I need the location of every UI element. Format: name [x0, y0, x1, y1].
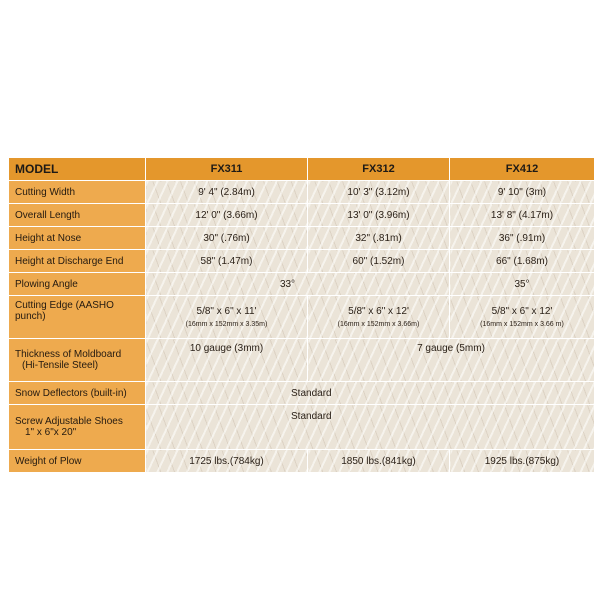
cell-value: 10 gauge (3mm) [146, 339, 308, 382]
row-label-line1: Screw Adjustable Shoes [15, 416, 123, 427]
cutting-edge-size: 5/8" x 6" x 12' [348, 306, 409, 317]
row-label: Weight of Plow [9, 450, 146, 473]
cell-value: 66" (1.68m) [450, 250, 595, 273]
row-label: Height at Discharge End [9, 250, 146, 273]
table-row [9, 296, 595, 339]
cell-value: 58" (1.47m) [146, 250, 308, 273]
table-row [9, 382, 595, 405]
cell-value: 9' 10" (3m) [450, 181, 595, 204]
cell-value: 1925 lbs.(875kg) [450, 450, 595, 473]
row-label [9, 405, 146, 450]
cell-value: 60" (1.52m) [308, 250, 450, 273]
cell-value [146, 405, 595, 450]
cutting-edge-metric: (16mm x 152mm x 3.66 m) [480, 321, 564, 328]
row-label-line2: (Hi-Tensile Steel) [22, 360, 99, 371]
cell-value: 12' 0" (3.66m) [146, 204, 308, 227]
table-row [9, 181, 595, 204]
table-row [9, 405, 595, 450]
cutting-edge-metric: (16mm x 152mm x 3.66m) [337, 321, 420, 328]
spec-table [8, 157, 595, 473]
cell-value: 32" (.81m) [308, 227, 450, 250]
table-row [9, 250, 595, 273]
cell-value: 9' 4" (2.84m) [146, 181, 308, 204]
cell-value [146, 382, 595, 405]
row-label: Cutting Edge (AASHO punch) [9, 296, 146, 339]
cell-value: 1725 lbs.(784kg) [146, 450, 308, 473]
cell-value: 1850 lbs.(841kg) [308, 450, 450, 473]
snow-deflectors-value: Standard [291, 387, 332, 399]
header-row [9, 158, 595, 181]
cell-value: 13' 0" (3.96m) [308, 204, 450, 227]
model-fx412-header: FX412 [450, 158, 595, 181]
cell-value: 36" (.91m) [450, 227, 595, 250]
cell-value: 13' 8" (4.17m) [450, 204, 595, 227]
model-fx312-header: FX312 [308, 158, 450, 181]
row-label: Height at Nose [9, 227, 146, 250]
row-label: Snow Deflectors (built-in) [9, 382, 146, 405]
cell-value: 30" (.76m) [146, 227, 308, 250]
cell-value [308, 296, 450, 339]
row-label [9, 339, 146, 382]
table-row [9, 450, 595, 473]
cell-value [450, 296, 595, 339]
screw-shoes-value: Standard [291, 411, 332, 422]
cell-value [146, 296, 308, 339]
cutting-edge-metric: (16mm x 152mm x 3.35m) [185, 321, 268, 328]
table-row [9, 273, 595, 296]
table-row [9, 339, 595, 382]
cell-value: 7 gauge (5mm) [308, 339, 595, 382]
cell-value [146, 273, 450, 296]
row-label: Cutting Width [9, 181, 146, 204]
cutting-edge-size: 5/8" x 6" x 12' [491, 306, 553, 317]
table-row [9, 227, 595, 250]
model-fx311-header: FX311 [146, 158, 308, 181]
row-label-line1: Thickness of Moldboard [15, 349, 122, 360]
cell-value: 35° [450, 273, 595, 296]
plowing-angle-fx311-fx312: 33° [279, 278, 296, 290]
table-row [9, 204, 595, 227]
cell-value: 10' 3" (3.12m) [308, 181, 450, 204]
row-label: Plowing Angle [9, 273, 146, 296]
row-label: Overall Length [9, 204, 146, 227]
model-header: MODEL [9, 158, 146, 181]
row-label-line2: 1" x 6"x 20" [25, 427, 77, 438]
cutting-edge-size: 5/8" x 6" x 11' [196, 306, 257, 317]
